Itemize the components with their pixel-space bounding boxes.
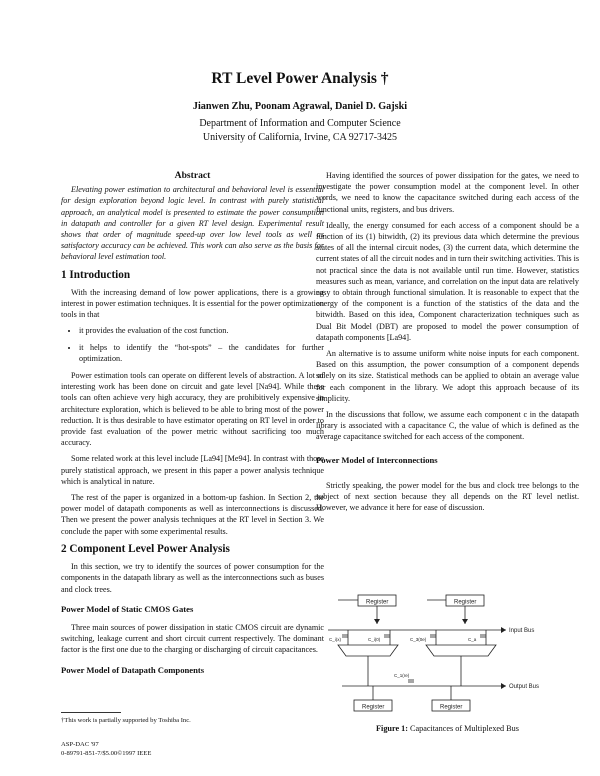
- affiliation-university: University of California, Irvine, CA 92717-3425: [202, 132, 398, 143]
- cap-label-5: C_1(re): [394, 673, 410, 678]
- cap-label-3: C_3(0e): [410, 637, 427, 642]
- section-2-heading: 2 Component Level Power Analysis: [61, 542, 230, 555]
- isbn-label: 0-89791-851-7/$5.00©1997 IEEE: [61, 750, 152, 757]
- subsection-static-cmos: Power Model of Static CMOS Gates: [61, 603, 194, 614]
- output-bus-label: Output Bus: [509, 684, 540, 690]
- cap-label-1: C_i(x): [329, 637, 341, 642]
- multiplexed-bus-figure: [328, 590, 578, 715]
- footnote: †This work is partially supported by Toshiba Inc.: [61, 717, 191, 724]
- right-paragraph-1: Having identified the sources of power dissipation for the gates, we need to investigate the power consumption model at the component level. In other words, we need to know the capacitance switched during each access of the functional units, registers, and bus drivers.: [316, 171, 579, 214]
- cap-label-2: C_i(0): [368, 637, 381, 642]
- section-2-paragraph: In this section, we try to identify the sources of power consumption for the components in the datapath library as well as the interconnections such as buses and clock trees.: [61, 562, 324, 594]
- input-bus-label: Input Bus: [509, 628, 535, 634]
- intro-paragraph-4: The rest of the paper is organized in a bottom-up fashion. In Section 2, the power model of datapath components as well as interconnections is discussed. Then we present the power analysis techniques at the RT level in Section 3. We conclude the paper with some experimental results.: [61, 493, 324, 536]
- conference-label: ASP-DAC '97: [61, 741, 99, 748]
- register-label-4: Register: [440, 704, 463, 711]
- mux-left: [338, 645, 398, 656]
- footnote-rule: [61, 712, 121, 713]
- affiliation-department: Department of Information and Computer Science: [199, 118, 401, 129]
- abstract-heading: Abstract: [174, 170, 211, 181]
- register-label-2: Register: [454, 599, 477, 606]
- register-label-1: Register: [366, 599, 389, 606]
- right-paragraph-2: Ideally, the energy consumed for each access of a component should be a function of its (1) bitwidth, (2) its previous data which determine the previous states of all the internal circuit nodes, (3) the current data, which determine the current states of all the circuit nodes and in turn their switching activities. This is not practical since the data is not available until run time. However, statistics measures such as mean, variance, and correlation on the input data are relatively easy to obtain through functional simulation. It is reasonable to expect that the energy of the component is a function of the statistics of the data and the bitwidth. Based on this idea, Component characterization techniques such as Dual Bit Model (DBT) are proposed to model the power consumption of datapath components [La94].: [316, 220, 579, 342]
- static-cmos-paragraph: Three main sources of power dissipation in static CMOS circuit are dynamic switching, leakage current and short circuit current respectively. The dominant factor is the first one due to the charging or discharging of circuit capacitances.: [61, 622, 324, 655]
- intro-paragraph-1: With the increasing demand of low power applications, there is a growing interest in power estimation techniques. It is essential for the power optimization tools in that: [61, 287, 324, 320]
- right-paragraph-3: An alternative is to assume uniform white noise inputs for each component. Based on this assumption, the power consumption of a component depends solely on its size. Statistical methods can be applied to obtain an average value for each component in the library. We adopt this approach because of its simplicity.: [316, 349, 579, 403]
- intro-bullet-2: • it helps to identify the “hot-spots” – the candidates for further optimization.: [79, 342, 324, 364]
- left-column: [61, 170, 324, 683]
- figure-caption: [316, 724, 579, 733]
- intro-bullet-1: • it provides the evaluation of the cost function.: [79, 325, 324, 336]
- register-label-3: Register: [362, 704, 385, 711]
- intro-paragraph-2: Power estimation tools can operate on different levels of abstraction. A lot of interesting work has been done on circuit and gate level [Na94]. While these tools can often achieve very high accuracy, they are prohibitively expensive in architecture exploration, which is believed to be able to bring most of the power reduction. It is thus desirable to have estimator operating on RT level in order to provide fast evaluation of the power metric without sacrificing too much accuracy.: [61, 371, 324, 448]
- intro-bullet-list: [61, 325, 324, 364]
- capacitor-group: [342, 635, 486, 682]
- figure-caption-label: Figure 1:: [376, 724, 408, 733]
- intro-paragraph-3: Some related work at this level include [La94] [Me94]. In contrast with those purely statistical approach, we present in this paper a power analysis technique which is analytical in nature.: [61, 454, 324, 486]
- paper-title: RT Level Power Analysis †: [211, 70, 389, 87]
- section-1-heading: 1 Introduction: [61, 268, 131, 281]
- right-column: [316, 170, 579, 518]
- paper-authors: Jianwen Zhu, Poonam Agrawal, Daniel D. Gajski: [192, 101, 408, 112]
- subsection-datapath: Power Model of Datapath Components: [61, 664, 205, 675]
- figure-caption-text: Capacitances of Multiplexed Bus: [410, 724, 519, 733]
- subsection-interconnections: Power Model of Interconnections: [316, 454, 438, 465]
- cap-label-4: C_a: [468, 637, 477, 642]
- right-paragraph-4: In the discussions that follow, we assume each component c in the datapath library is associated with a capacitance C, the value of which is defined as the average capacitance switched for each access of the component.: [316, 410, 579, 442]
- right-paragraph-5: Strictly speaking, the power model for the bus and clock tree belongs to the subject of next section because they all depends on the RT level netlist. However, we advance it here for ease of discussion.: [316, 480, 579, 513]
- abstract-text: Elevating power estimation to architectural and behavioral level is essential for design exploration beyond logic level. In contrast with purely statistical approach, an analytical model is presented to estimate the power consumption in datapath and controller for a given RT level design. Experimental result shows that order of magnitude speed-up over low level tools as well as satisfactory accuracy can be achieved. This work can also serve as the basis for behavioral level estimation tool.: [61, 185, 324, 262]
- mux-right: [426, 645, 496, 656]
